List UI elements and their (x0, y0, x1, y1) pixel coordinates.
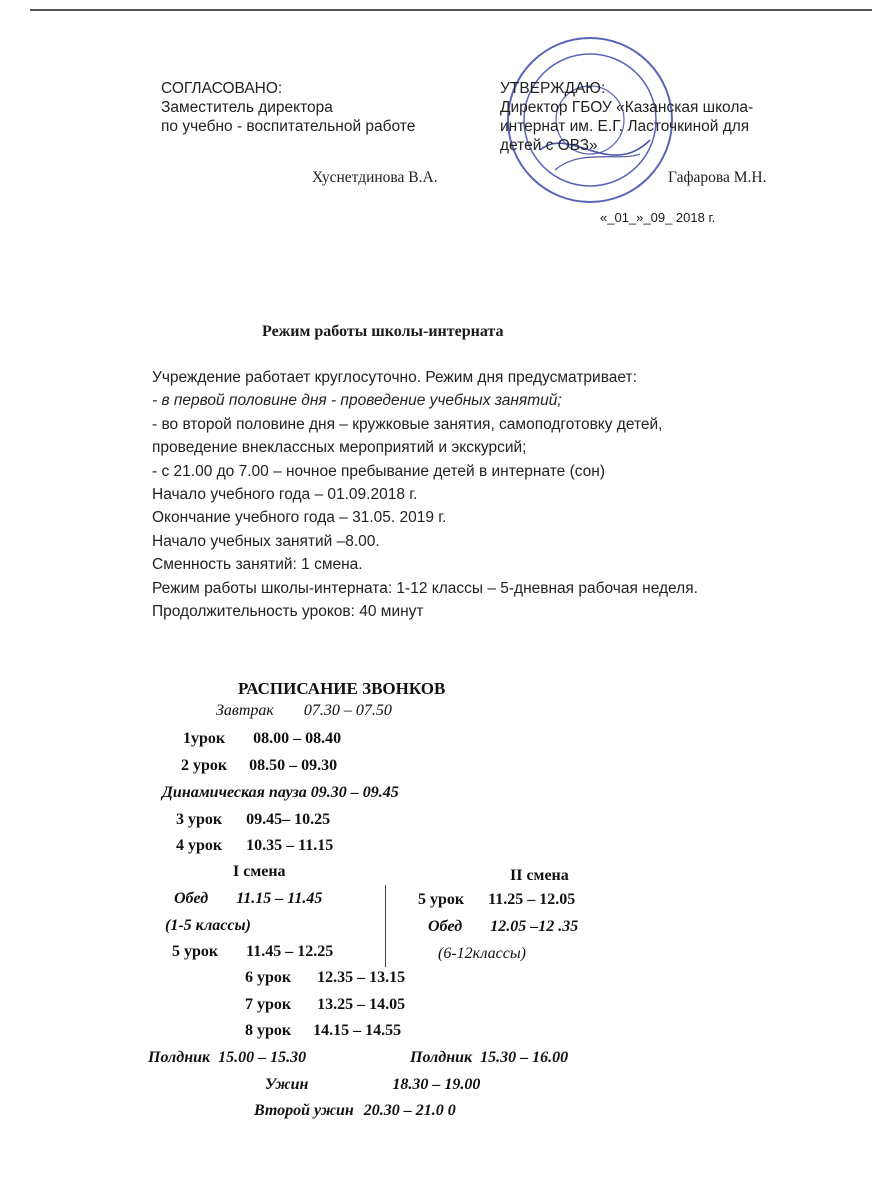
second-dinner-time: 20.30 – 21.0 0 (363, 1102, 456, 1119)
shift1-lesson5-time: 11.45 – 12.25 (246, 943, 334, 960)
lesson8-time: 14.15 – 14.55 (313, 1022, 402, 1039)
shift1-lesson5-row (172, 943, 333, 961)
shift2-lunch-label: Обед (428, 918, 463, 935)
shift2-lunch-time: 12.05 –12 .35 (490, 918, 579, 935)
shift2-lesson5-row (418, 891, 575, 909)
snack2-time: 15.30 – 16.00 (480, 1049, 569, 1066)
regime-line: - с 21.00 до 7.00 – ночное пребывание детей в интернате (сон) (152, 462, 606, 480)
regime-line: - в первой половине дня - проведение учебных занятий; (152, 392, 562, 410)
lesson3-label: 3 урок (176, 811, 223, 828)
regime-line: Начало учебных занятий –8.00. (152, 532, 380, 550)
lesson7-time: 13.25 – 14.05 (317, 996, 406, 1013)
approval-date: «_01_»_09_ 2018 г. (600, 210, 716, 225)
snack1-time: 15.00 – 15.30 (218, 1049, 307, 1066)
regime-line: Режим работы школы-интерната: 1-12 классы – 5-дневная рабочая неделя. (152, 579, 698, 597)
breakfast-time: 07.30 – 07.50 (303, 702, 392, 719)
shift2-lesson5-time: 11.25 – 12.05 (488, 891, 576, 908)
breakfast-row (216, 702, 392, 720)
lesson8-row (245, 1022, 401, 1040)
regime-line: Продолжительность уроков: 40 минут (152, 603, 424, 621)
second-dinner-label: Второй ужин (254, 1102, 354, 1119)
regime-line: Окончание учебного года – 31.05. 2019 г. (152, 509, 447, 527)
regime-line: Учреждение работает круглосуточно. Режим дня предусматривает: (152, 369, 637, 386)
approval-right-signer: Гафарова М.Н. (668, 169, 767, 186)
lesson6-row (245, 969, 405, 987)
approval-right-line3: детей с ОВЗ» (500, 137, 598, 154)
regime-line: - во второй половине дня – кружковые занятия, самоподготовку детей, (152, 415, 663, 433)
lesson6-label: 6 урок (245, 969, 292, 986)
lesson4-time: 10.35 – 11.15 (246, 837, 334, 854)
dinner-label: Ужин (265, 1076, 309, 1093)
shift1-classes: (1-5 классы) (165, 917, 251, 934)
regime-line: Начало учебного года – 01.09.2018 г. (152, 486, 418, 504)
second-dinner-row (254, 1102, 456, 1120)
lesson2-time: 08.50 – 09.30 (249, 757, 338, 774)
approval-right-title: УТВЕРЖДАЮ: (500, 80, 606, 97)
top-border-line (30, 9, 872, 11)
dinner-time: 18.30 – 19.00 (392, 1076, 481, 1093)
lesson4-row (176, 837, 333, 855)
lesson1-time: 08.00 – 08.40 (253, 730, 342, 747)
lesson7-label: 7 урок (245, 996, 292, 1013)
shift2-title: II смена (510, 867, 569, 884)
approval-left-line1: Заместитель директора (161, 99, 333, 116)
approval-left-signer: Хуснетдинова В.А. (312, 169, 438, 186)
approval-right-line1: Директор ГБОУ «Казанская школа- (500, 99, 754, 116)
shift1-lunch-row (174, 890, 322, 908)
regime-line: проведение внеклассных мероприятий и экскурсий; (152, 439, 527, 457)
shift1-lunch-time: 11.15 – 11.45 (236, 890, 323, 907)
lesson2-label: 2 урок (181, 757, 228, 774)
approval-left-line2: по учебно - воспитательной работе (161, 118, 416, 135)
approval-left-title: СОГЛАСОВАНО: (161, 80, 283, 97)
shift2-classes: (6-12классы) (438, 945, 526, 962)
regime-line: Сменность занятий: 1 смена. (152, 556, 363, 574)
lesson4-label: 4 урок (176, 837, 223, 854)
lesson8-label: 8 урок (245, 1022, 292, 1039)
lesson3-row (176, 811, 330, 829)
shift-divider (385, 885, 386, 967)
snack1-row (148, 1049, 306, 1067)
snack2-row (410, 1049, 568, 1067)
dynamic-pause: Динамическая пауза 09.30 – 09.45 (162, 784, 399, 801)
regime-text (152, 366, 698, 623)
shift2-lesson5-label: 5 урок (418, 891, 465, 908)
breakfast-label: Завтрак (216, 702, 274, 719)
shift2-lunch-row (428, 918, 578, 936)
shift1-title: I смена (233, 863, 286, 880)
snack1-label: Полдник (148, 1049, 211, 1066)
lesson2-row (181, 757, 337, 775)
lesson6-time: 12.35 – 13.15 (317, 969, 406, 986)
bells-title: РАСПИСАНИЕ ЗВОНКОВ (238, 679, 446, 698)
regime-title: Режим работы школы-интерната (262, 323, 504, 340)
shift1-lunch-label: Обед (174, 890, 209, 907)
lesson7-row (245, 996, 405, 1014)
shift1-lesson5-label: 5 урок (172, 943, 219, 960)
lesson1-row (183, 730, 341, 748)
lesson3-time: 09.45– 10.25 (246, 811, 331, 828)
dinner-row (265, 1076, 480, 1094)
lesson1-label: 1урок (183, 730, 226, 747)
approval-right-line2: интернат им. Е.Г. Ласточкиной для (500, 118, 750, 135)
snack2-label: Полдник (410, 1049, 473, 1066)
